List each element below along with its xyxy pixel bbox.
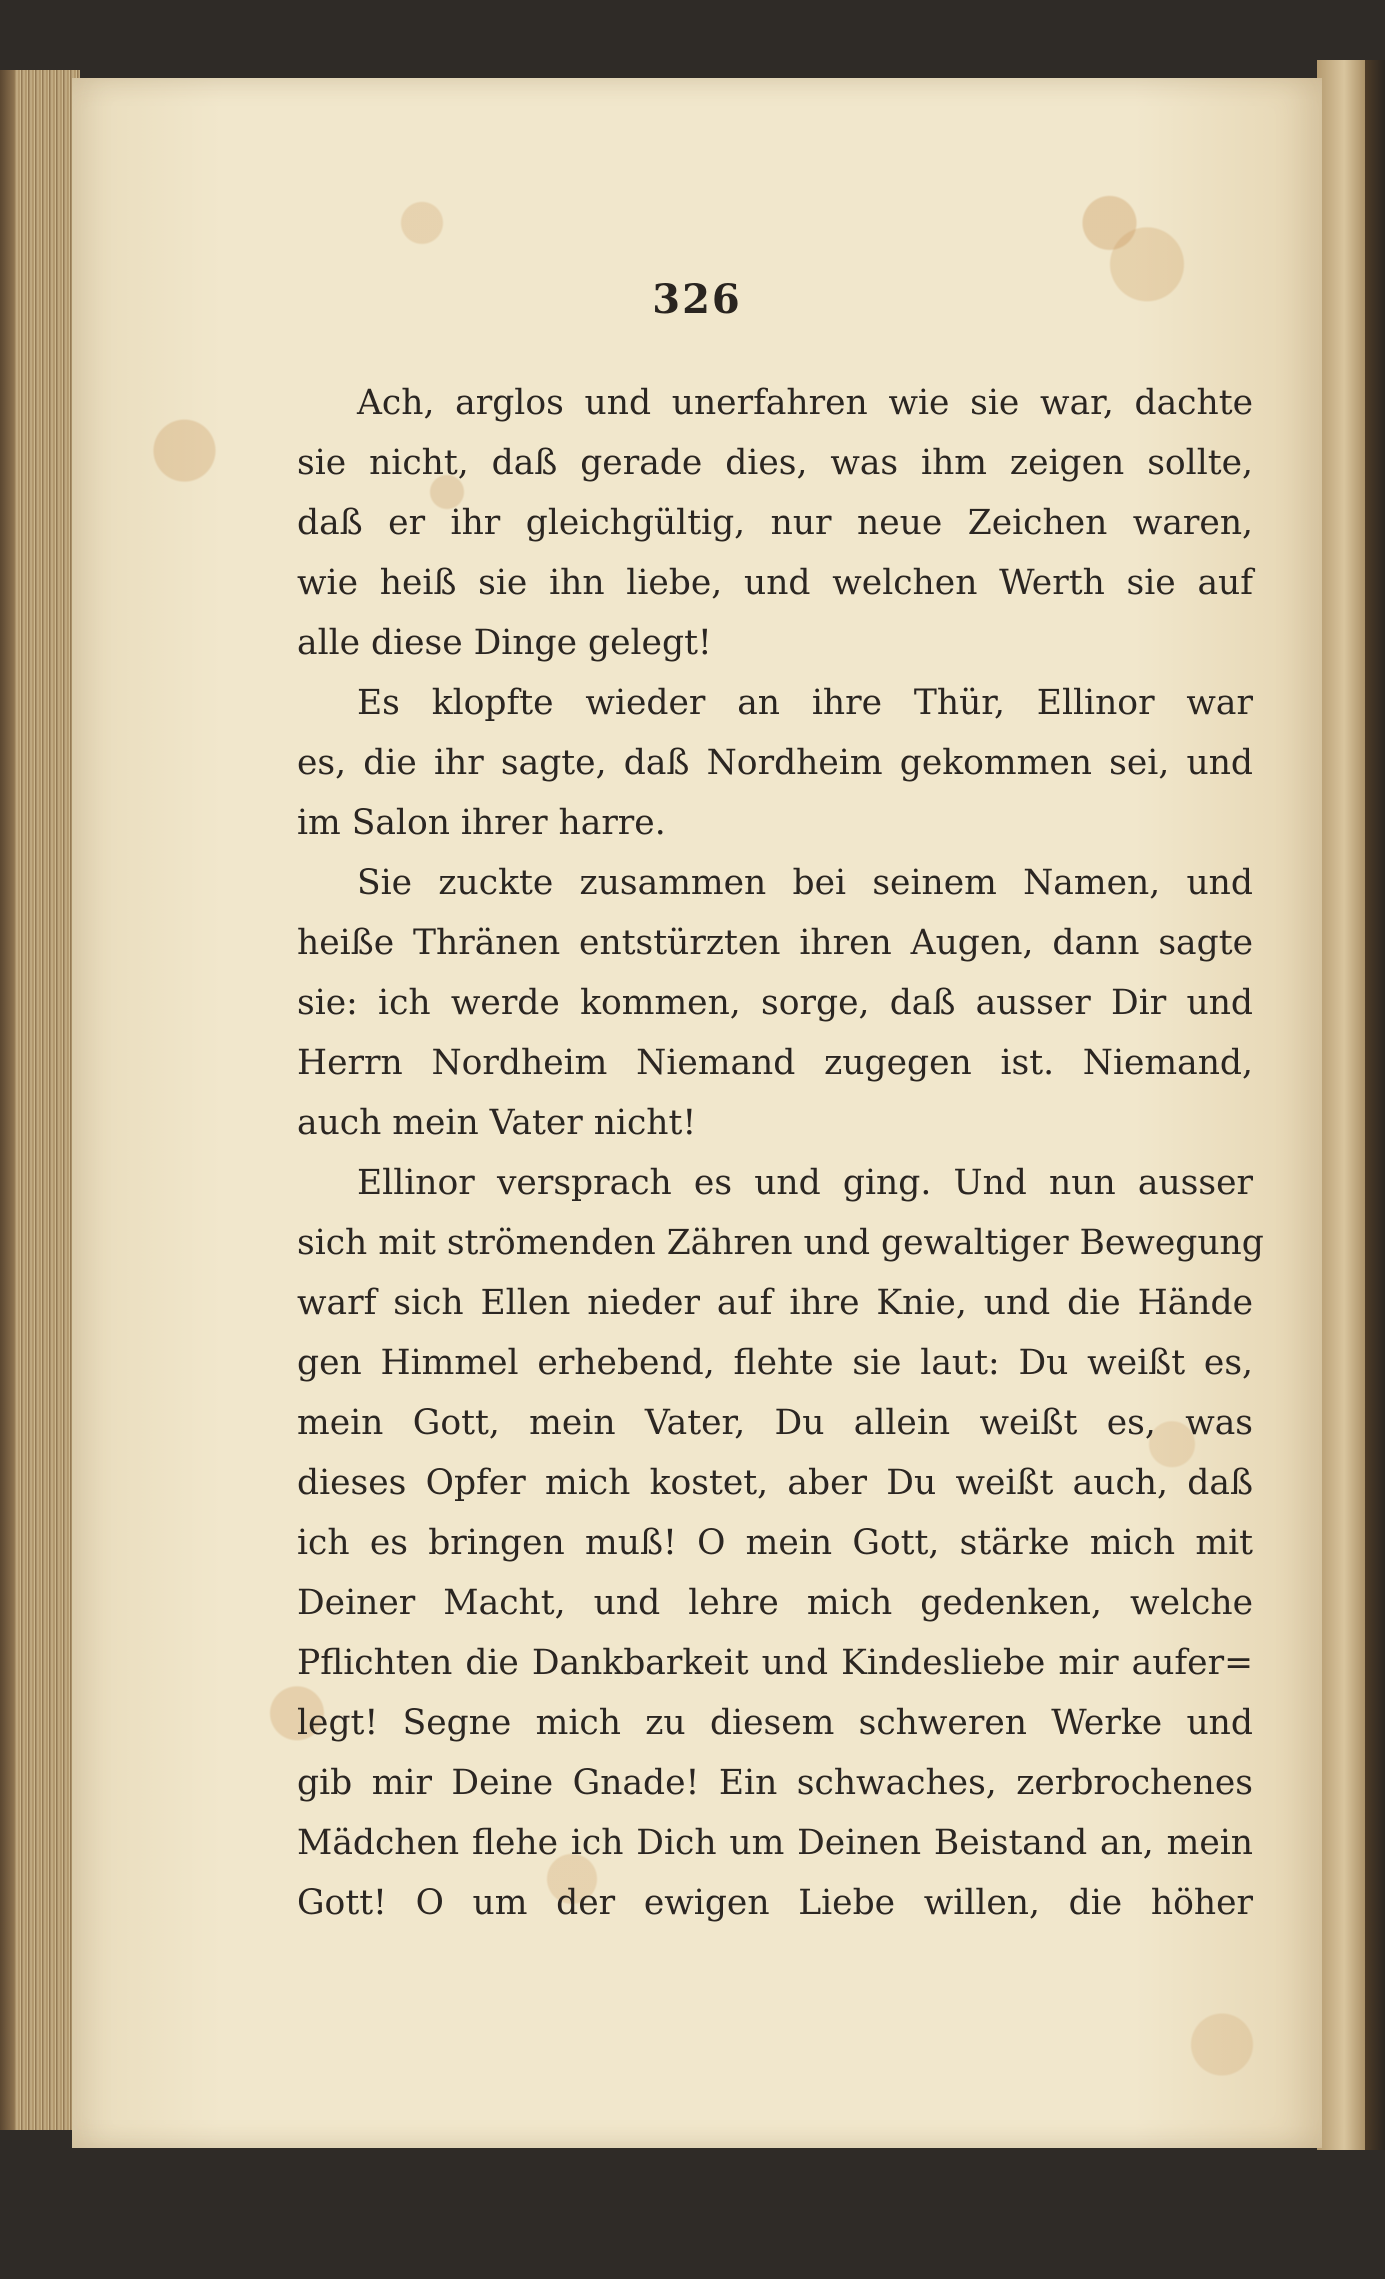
text-line: alle diese Dinge gelegt!: [297, 623, 712, 663]
text-line: gib mir Deine Gnade! Ein schwaches, zerbrochenes: [297, 1763, 1253, 1803]
text-line: Es klopfte wieder an ihre Thür, Ellinor war: [357, 683, 1253, 723]
text-line: es, die ihr sagte, daß Nordheim gekommen sei, und: [297, 743, 1253, 783]
page-number: 326: [652, 276, 742, 323]
text-line: Gott! O um der ewigen Liebe willen, die höher: [297, 1883, 1253, 1923]
body-text: [297, 373, 1264, 1933]
left-page-edges: [0, 70, 80, 2130]
text-line: Ellinor versprach es und ging. Und nun ausser: [357, 1163, 1253, 1203]
text-line: gen Himmel erhebend, flehte sie laut: Du weißt es,: [297, 1343, 1253, 1383]
text-line: sie nicht, daß gerade dies, was ihm zeigen sollte,: [297, 443, 1253, 483]
text-line: daß er ihr gleichgültig, nur neue Zeichen waren,: [297, 503, 1253, 543]
text-line: im Salon ihrer harre.: [297, 803, 666, 843]
text-line: mein Gott, mein Vater, Du allein weißt es, was: [297, 1403, 1253, 1443]
text-line: legt! Segne mich zu diesem schweren Werke und: [297, 1703, 1253, 1743]
text-line: Ach, arglos und unerfahren wie sie war, dachte: [357, 383, 1253, 423]
book-page: [72, 78, 1322, 2148]
text-line: dieses Opfer mich kostet, aber Du weißt auch, daß: [297, 1463, 1253, 1503]
text-line: warf sich Ellen nieder auf ihre Knie, und die Hände: [297, 1283, 1253, 1323]
text-line: Mädchen flehe ich Dich um Deinen Beistand an, mein: [297, 1823, 1253, 1863]
text-line: wie heiß sie ihn liebe, und welchen Werth sie auf: [297, 563, 1253, 603]
text-line: ich es bringen muß! O mein Gott, stärke mich mit: [297, 1523, 1253, 1563]
text-line: Pflichten die Dankbarkeit und Kindesliebe mir aufer=: [297, 1643, 1253, 1683]
text-line: auch mein Vater nicht!: [297, 1103, 697, 1143]
text-line: sich mit strömenden Zähren und gewaltiger Bewegung: [297, 1223, 1264, 1263]
text-line: Herrn Nordheim Niemand zugegen ist. Niemand,: [297, 1043, 1253, 1083]
right-page-edges: [1317, 60, 1385, 2150]
text-line: Deiner Macht, und lehre mich gedenken, welche: [297, 1583, 1253, 1623]
text-line: sie: ich werde kommen, sorge, daß ausser Dir und: [297, 983, 1253, 1023]
text-line: Sie zuckte zusammen bei seinem Namen, und: [357, 863, 1253, 903]
text-line: heiße Thränen entstürzten ihren Augen, dann sagte: [297, 923, 1253, 963]
